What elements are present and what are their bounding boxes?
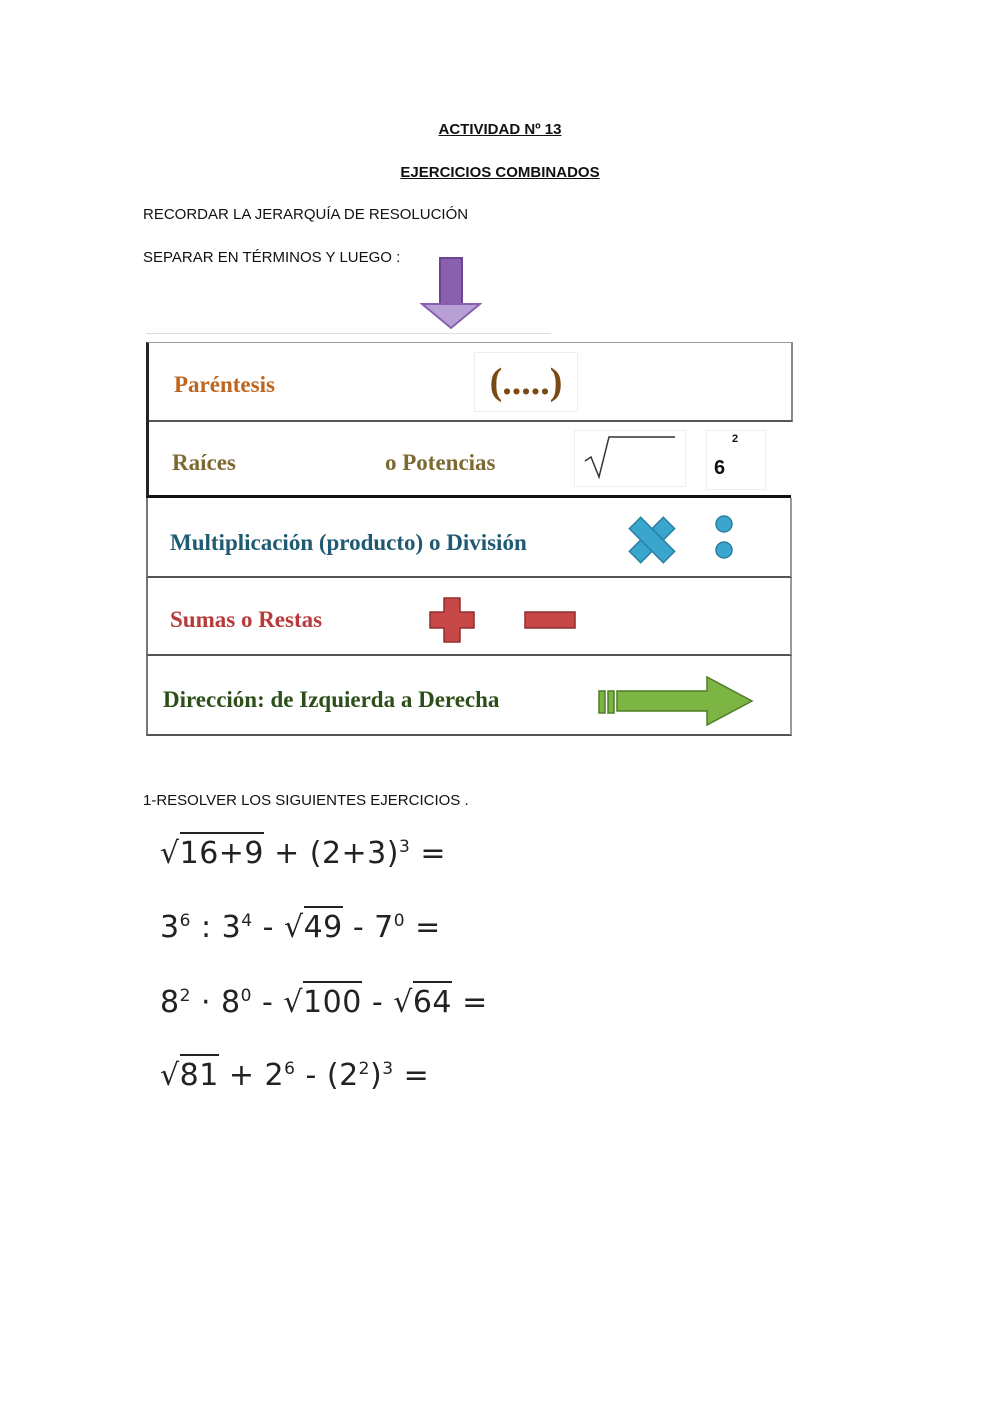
power-symbol-box (706, 430, 766, 490)
exponent: 4 (241, 911, 253, 931)
divider (146, 333, 551, 334)
term: + 2 (228, 1058, 285, 1093)
divide-icon (712, 514, 736, 562)
operator: - (262, 985, 274, 1020)
equals: = (462, 985, 488, 1020)
base: 3 (160, 910, 180, 945)
arrow-down-icon (420, 256, 482, 330)
power-exponent: 2 (732, 433, 739, 445)
minus-icon (523, 610, 577, 630)
sqrt-icon: √ (160, 836, 180, 871)
exercises-heading: 1-RESOLVER LOS SIGUIENTES EJERCICIOS . (143, 792, 469, 809)
root-symbol-box (574, 430, 686, 487)
exponent: 2 (179, 986, 191, 1006)
term: + (2+3) (274, 836, 399, 871)
exponent: 3 (382, 1059, 394, 1079)
operator: - (371, 985, 384, 1020)
direction-label: Dirección: de Izquierda a Derecha (163, 687, 500, 712)
term: · 8 (200, 985, 241, 1020)
radicand: 100 (303, 981, 362, 1020)
term: - (2 (305, 1058, 359, 1093)
base: 8 (160, 985, 180, 1020)
radicand: 16+9 (180, 832, 264, 871)
page-title: ACTIVIDAD Nº 13 (438, 121, 562, 138)
term: ) (369, 1058, 383, 1093)
term: : 3 (200, 910, 242, 945)
equals: = (403, 1058, 430, 1093)
radicand: 49 (304, 906, 343, 945)
exercise-3 (160, 985, 488, 1020)
multiply-icon (626, 514, 678, 566)
equals: = (420, 836, 446, 871)
exponent: 0 (393, 911, 406, 931)
exponent: 6 (179, 911, 191, 931)
exponent: 3 (398, 837, 411, 857)
square-root-icon (575, 431, 685, 486)
term: - 7 (352, 910, 394, 945)
exercise-1 (160, 836, 446, 871)
sqrt-icon: √ (393, 985, 413, 1020)
equals: = (415, 910, 441, 945)
page-subtitle: EJERCICIOS COMBINADOS (400, 164, 600, 181)
exponent: 6 (284, 1059, 296, 1079)
exercise-2 (160, 910, 441, 945)
parentheses-symbol: (.....) (474, 352, 578, 412)
instruction-separate: SEPARAR EN TÉRMINOS Y LUEGO : (143, 249, 401, 266)
arrow-right-icon (597, 674, 757, 728)
power-base: 6 (714, 457, 726, 479)
radicand: 64 (413, 981, 452, 1020)
exponent: 2 (358, 1059, 370, 1079)
sqrt-icon: √ (160, 1058, 180, 1093)
radicand: 81 (180, 1054, 219, 1093)
parentheses-label: Paréntesis (174, 372, 275, 397)
roots-label: Raíces (172, 450, 236, 475)
sums-label: Sumas o Restas (170, 607, 323, 632)
exercise-4 (160, 1058, 429, 1093)
sqrt-icon: √ (283, 985, 304, 1020)
powers-label: o Potencias (385, 450, 496, 475)
operator: - (262, 910, 274, 945)
multiplication-label: Multiplicación (producto) o División (170, 530, 527, 555)
exponent: 0 (240, 986, 252, 1006)
instruction-hierarchy: RECORDAR LA JERARQUÍA DE RESOLUCIÓN (143, 206, 469, 223)
plus-icon (428, 596, 476, 644)
sqrt-icon: √ (283, 910, 304, 945)
